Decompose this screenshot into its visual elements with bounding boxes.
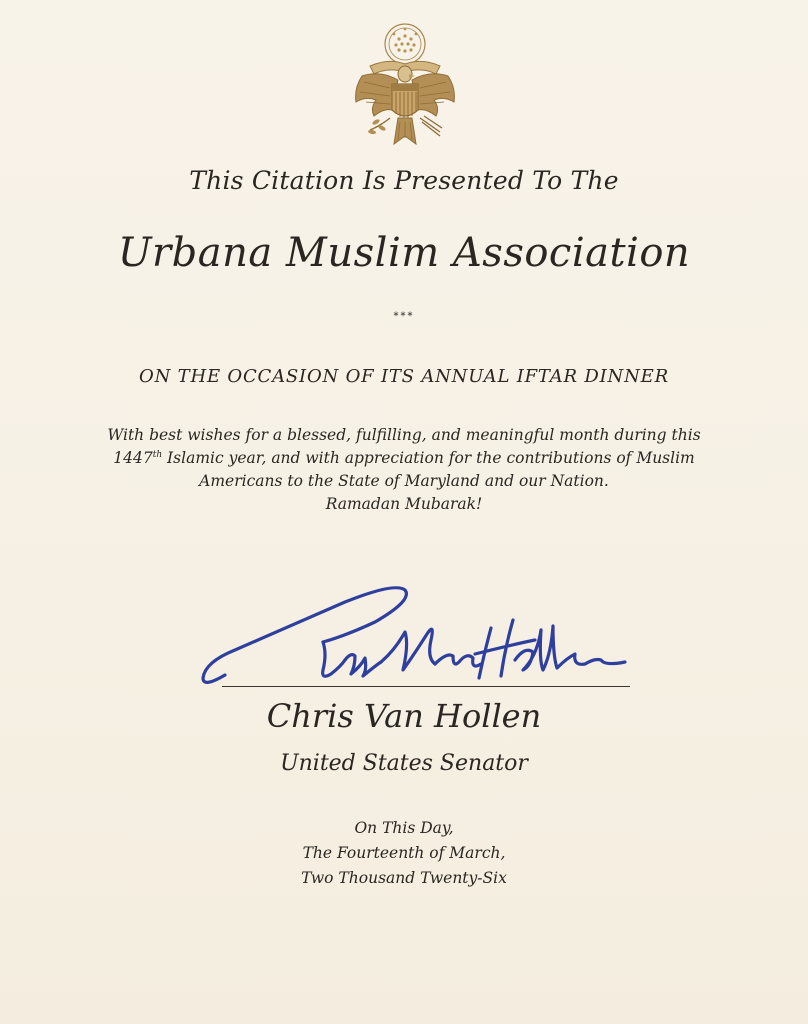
islamic-year-number: 1447 <box>113 449 153 467</box>
great-seal-eagle-icon <box>340 18 470 158</box>
message-line-4: Ramadan Mubarak! <box>325 495 483 513</box>
handwritten-signature <box>195 570 635 700</box>
date-block <box>0 816 808 891</box>
separator-stars: *** <box>393 311 415 322</box>
signer-name: Chris Van Hollen <box>266 697 542 735</box>
message-line-3: Americans to the State of Maryland and our Nation. <box>199 472 609 490</box>
message-line-1: With best wishes for a blessed, fulfilling, and meaningful month during this <box>107 426 701 444</box>
citation-message <box>0 424 808 516</box>
ordinal-suffix: th <box>152 449 163 460</box>
signer-title: United States Senator <box>280 751 528 776</box>
message-line-2 <box>0 447 808 470</box>
date-line-2: The Fourteenth of March, <box>302 844 506 862</box>
recipient-organization: Urbana Muslim Association <box>117 230 691 276</box>
signature-line <box>222 686 630 687</box>
date-line-1: On This Day, <box>354 819 454 837</box>
date-line-3: Two Thousand Twenty-Six <box>301 869 507 887</box>
message-line-2-rest: Islamic year, and with appreciation for the contributions of Muslim <box>162 449 695 467</box>
presented-to-heading: This Citation Is Presented To The <box>189 166 619 195</box>
occasion-line: ON THE OCCASION OF ITS ANNUAL IFTAR DINNER <box>139 366 669 387</box>
